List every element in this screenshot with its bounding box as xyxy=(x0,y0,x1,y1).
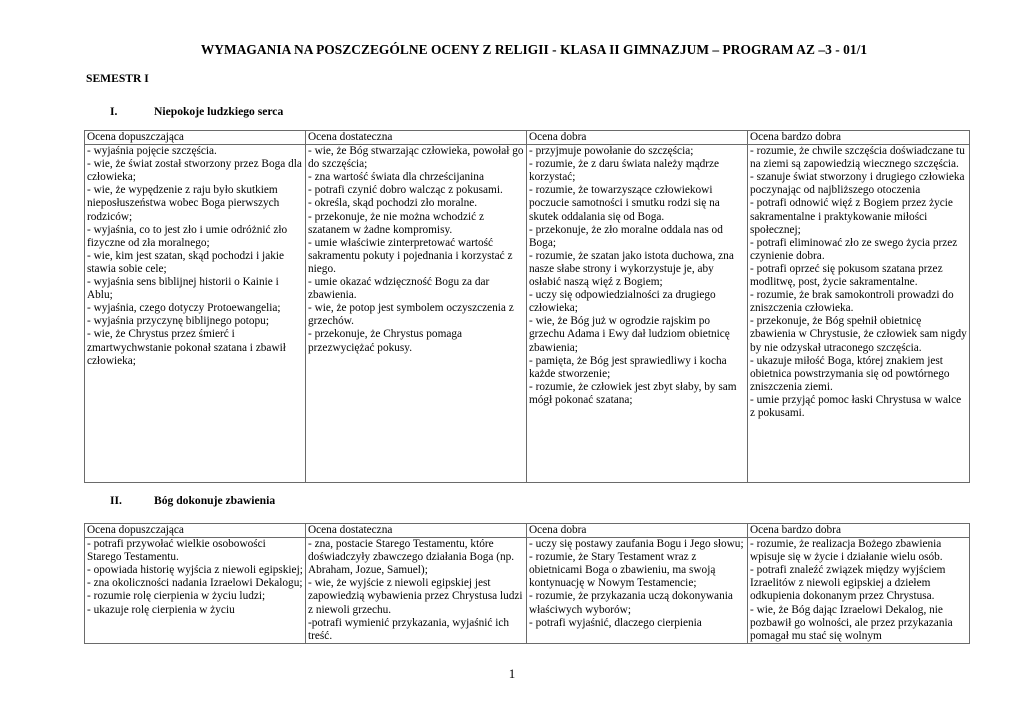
requirement-item: - rozumie, że chwile szczęścia doświadczane tu na ziemi są zapowiedzią wiecznego szczęścia. xyxy=(750,145,965,171)
requirement-item: - rozumie, że brak samokontroli prowadzi do zniszczenia człowieka. xyxy=(750,289,954,315)
requirement-item: - potrafi eliminować zło ze swego życia przez czynienie dobra. xyxy=(750,236,958,262)
table-row xyxy=(85,145,970,483)
requirement-item: - zna okoliczności nadania Izraelowi Dekalogu; xyxy=(87,577,303,590)
table-header-row xyxy=(85,524,970,538)
requirement-item: - wie, że Chrystus przez śmierć i zmartwychwstanie pokonał szatana i zbawił człowieka; xyxy=(87,328,286,367)
requirement-item: - wyjaśnia pojęcie szczęścia. xyxy=(87,145,217,158)
requirements-cell xyxy=(306,538,527,644)
section-name: Bóg dokonuje zbawienia xyxy=(154,494,276,507)
column-header-dopuszczajaca: Ocena dopuszczająca xyxy=(85,131,306,145)
requirement-item: - rozumie, że człowiek jest zbyt słaby, by sam mógł pokonać szatana; xyxy=(529,380,737,406)
requirements-cell xyxy=(748,145,970,483)
requirement-item: - pamięta, że Bóg jest sprawiedliwy i kocha każde stworzenie; xyxy=(529,354,727,380)
requirement-item: - zna wartość świata dla chrześcijanina xyxy=(308,171,484,184)
requirement-item: - ukazuje miłość Boga, której znakiem jest obietnica powstrzymania się od powtórnego zniszczenia ziemi. xyxy=(750,354,950,393)
table-row xyxy=(85,538,970,644)
requirement-item: - wyjaśnia sens biblijnej historii o Kainie i Ablu; xyxy=(87,276,279,302)
requirement-item: - wie, że wypędzenie z raju było skutkiem nieposłuszeństwa wobec Boga pierwszych rodziców; xyxy=(87,184,280,223)
section-number: I. xyxy=(110,105,118,118)
page-number: 1 xyxy=(508,666,516,681)
requirement-item: - potrafi wyjaśnić, dlaczego cierpienia xyxy=(529,616,702,629)
requirement-item: - potrafi przywołać wielkie osobowości Starego Testamentu. xyxy=(87,538,266,564)
requirement-item: - wie, że wyjście z niewoli egipskiej jest zapowiedzią wybawienia przez Chrystusa ludzi z niewoli grzechu. xyxy=(308,577,523,616)
requirement-item: - szanuje świat stworzony i drugiego człowieka poczynając od najbliższego otoczenia xyxy=(750,171,965,197)
requirements-table-1 xyxy=(84,130,970,483)
requirements-cell xyxy=(527,145,748,483)
requirement-item: - wyjaśnia, co to jest zło i umie odróżnić zło fizyczne od zła moralnego; xyxy=(87,223,288,249)
column-header-bardzo-dobra: Ocena bardzo dobra xyxy=(748,524,970,538)
requirement-item: - uczy się odpowiedzialności za drugiego człowieka; xyxy=(529,289,716,315)
requirement-item: - potrafi czynić dobro walcząc z pokusami. xyxy=(308,184,503,197)
semester-heading: SEMESTR I xyxy=(86,72,149,85)
requirements-cell xyxy=(527,538,748,644)
requirement-item: - wyjaśnia, czego dotyczy Protoewangelia; xyxy=(87,302,281,315)
requirements-cell xyxy=(85,145,306,483)
section-name: Niepokoje ludzkiego serca xyxy=(154,105,284,118)
requirement-item: -potrafi wymienić przykazania, wyjaśnić ich treść. xyxy=(308,616,510,642)
requirement-item: - potrafi odnowić więź z Bogiem przez życie sakramentalne i praktykowanie miłości społecznej; xyxy=(750,197,953,236)
requirement-item: - wyjaśnia przyczynę biblijnego potopu; xyxy=(87,315,269,328)
requirements-cell xyxy=(748,538,970,644)
requirements-cell xyxy=(85,538,306,644)
requirement-item: - umie przyjąć pomoc łaski Chrystusa w walce z pokusami. xyxy=(750,393,962,419)
requirement-item: - określa, skąd pochodzi zło moralne. xyxy=(308,197,478,210)
requirement-item: - rozumie, że Stary Testament wraz z obietnicami Boga o zbawieniu, ma swoją kontynuację w Nowym Testamencie; xyxy=(529,551,716,590)
column-header-dostateczna: Ocena dostateczna xyxy=(306,131,527,145)
requirement-item: - przekonuje, że nie można wchodzić z szatanem w żadne kompromisy. xyxy=(308,210,484,236)
table-header-row xyxy=(85,131,970,145)
requirements-cell xyxy=(306,145,527,483)
requirement-item: - wie, że świat został stworzony przez Boga dla człowieka; xyxy=(87,158,302,184)
requirement-item: - wie, że potop jest symbolem oczyszczenia z grzechów. xyxy=(308,302,514,328)
requirement-item: - umie okazać wdzięczność Bogu za dar zbawienia. xyxy=(308,276,490,302)
requirement-item: - rozumie, że przykazania uczą dokonywania właściwych wyborów; xyxy=(529,590,733,616)
requirements-table-2 xyxy=(84,523,970,644)
requirement-item: - rozumie, że towarzyszące człowiekowi poczucie samotności i smutku rodzi się na skutek oddalania się od Boga. xyxy=(529,184,720,223)
requirement-item: - rozumie, że z daru świata należy mądrze korzystać; xyxy=(529,158,720,184)
requirement-item: - wie, że Bóg stwarzając człowieka, powołał go do szczęścia; xyxy=(308,145,524,171)
column-header-dostateczna: Ocena dostateczna xyxy=(306,524,527,538)
column-header-dobra: Ocena dobra xyxy=(527,131,748,145)
document-title: WYMAGANIA NA POSZCZEGÓLNE OCENY Z RELIGII - KLASA II GIMNAZJUM – PROGRAM AZ –3 - 01/1 xyxy=(200,42,868,57)
requirement-item: - przekonuje, że Bóg spełnił obietnicę zbawienia w Chrystusie, że człowiek sam nigdy by nie odzyskał utraconego szczęścia. xyxy=(750,315,967,354)
requirement-item: - ukazuje rolę cierpienia w życiu xyxy=(87,603,235,616)
requirement-item: - przyjmuje powołanie do szczęścia; xyxy=(529,145,694,158)
requirement-item: - wie, kim jest szatan, skąd pochodzi i jakie stawia sobie cele; xyxy=(87,249,285,275)
requirement-item: - zna, postacie Starego Testamentu, które doświadczyły zbawczego działania Boga (np. Abraham, Jozue, Samuel); xyxy=(308,538,515,577)
section-number: II. xyxy=(110,494,122,507)
requirement-item: - rozumie, że realizacja Bożego zbawienia wpisuje się w życie i działanie wielu osób. xyxy=(750,538,943,564)
requirement-item: - uczy się postawy zaufania Bogu i Jego słowu; xyxy=(529,538,744,551)
requirement-item: - wie, że Bóg już w ogrodzie rajskim po grzechu Adama i Ewy dał ludziom obietnicę zbawienia; xyxy=(529,315,730,354)
requirement-item: - potrafi oprzeć się pokusom szatana przez modlitwę, post, życie sakramentalne. xyxy=(750,262,943,289)
column-header-dopuszczajaca: Ocena dopuszczająca xyxy=(85,524,306,538)
requirement-item: - potrafi znaleźć związek między wyjściem Izraelitów z niewoli egipskiej a dziełem odkupienia dokonanym przez Chrystusa. xyxy=(750,564,946,603)
requirement-item: - wie, że Bóg dając Izraelowi Dekalog, nie pozbawił go wolności, ale przez przykazania pomagał mu stać się wolnym xyxy=(750,603,953,642)
column-header-dobra: Ocena dobra xyxy=(527,524,748,538)
requirement-item: - rozumie, że szatan jako istota duchowa, zna nasze słabe strony i wykorzystuje je, aby osłabić naszą więź z Bogiem; xyxy=(529,249,734,289)
requirement-item: - przekonuje, że Chrystus pomaga przezwyciężać pokusy. xyxy=(308,328,463,354)
requirement-item: - umie właściwie zinterpretować wartość sakramentu pokuty i pojednania i korzystać z niego. xyxy=(308,236,513,275)
requirement-item: - opowiada historię wyjścia z niewoli egipskiej; xyxy=(87,564,303,577)
requirement-item: - przekonuje, że zło moralne oddala nas od Boga; xyxy=(529,223,723,249)
requirement-item: - rozumie rolę cierpienia w życiu ludzi; xyxy=(87,590,266,603)
column-header-bardzo-dobra: Ocena bardzo dobra xyxy=(748,131,970,145)
